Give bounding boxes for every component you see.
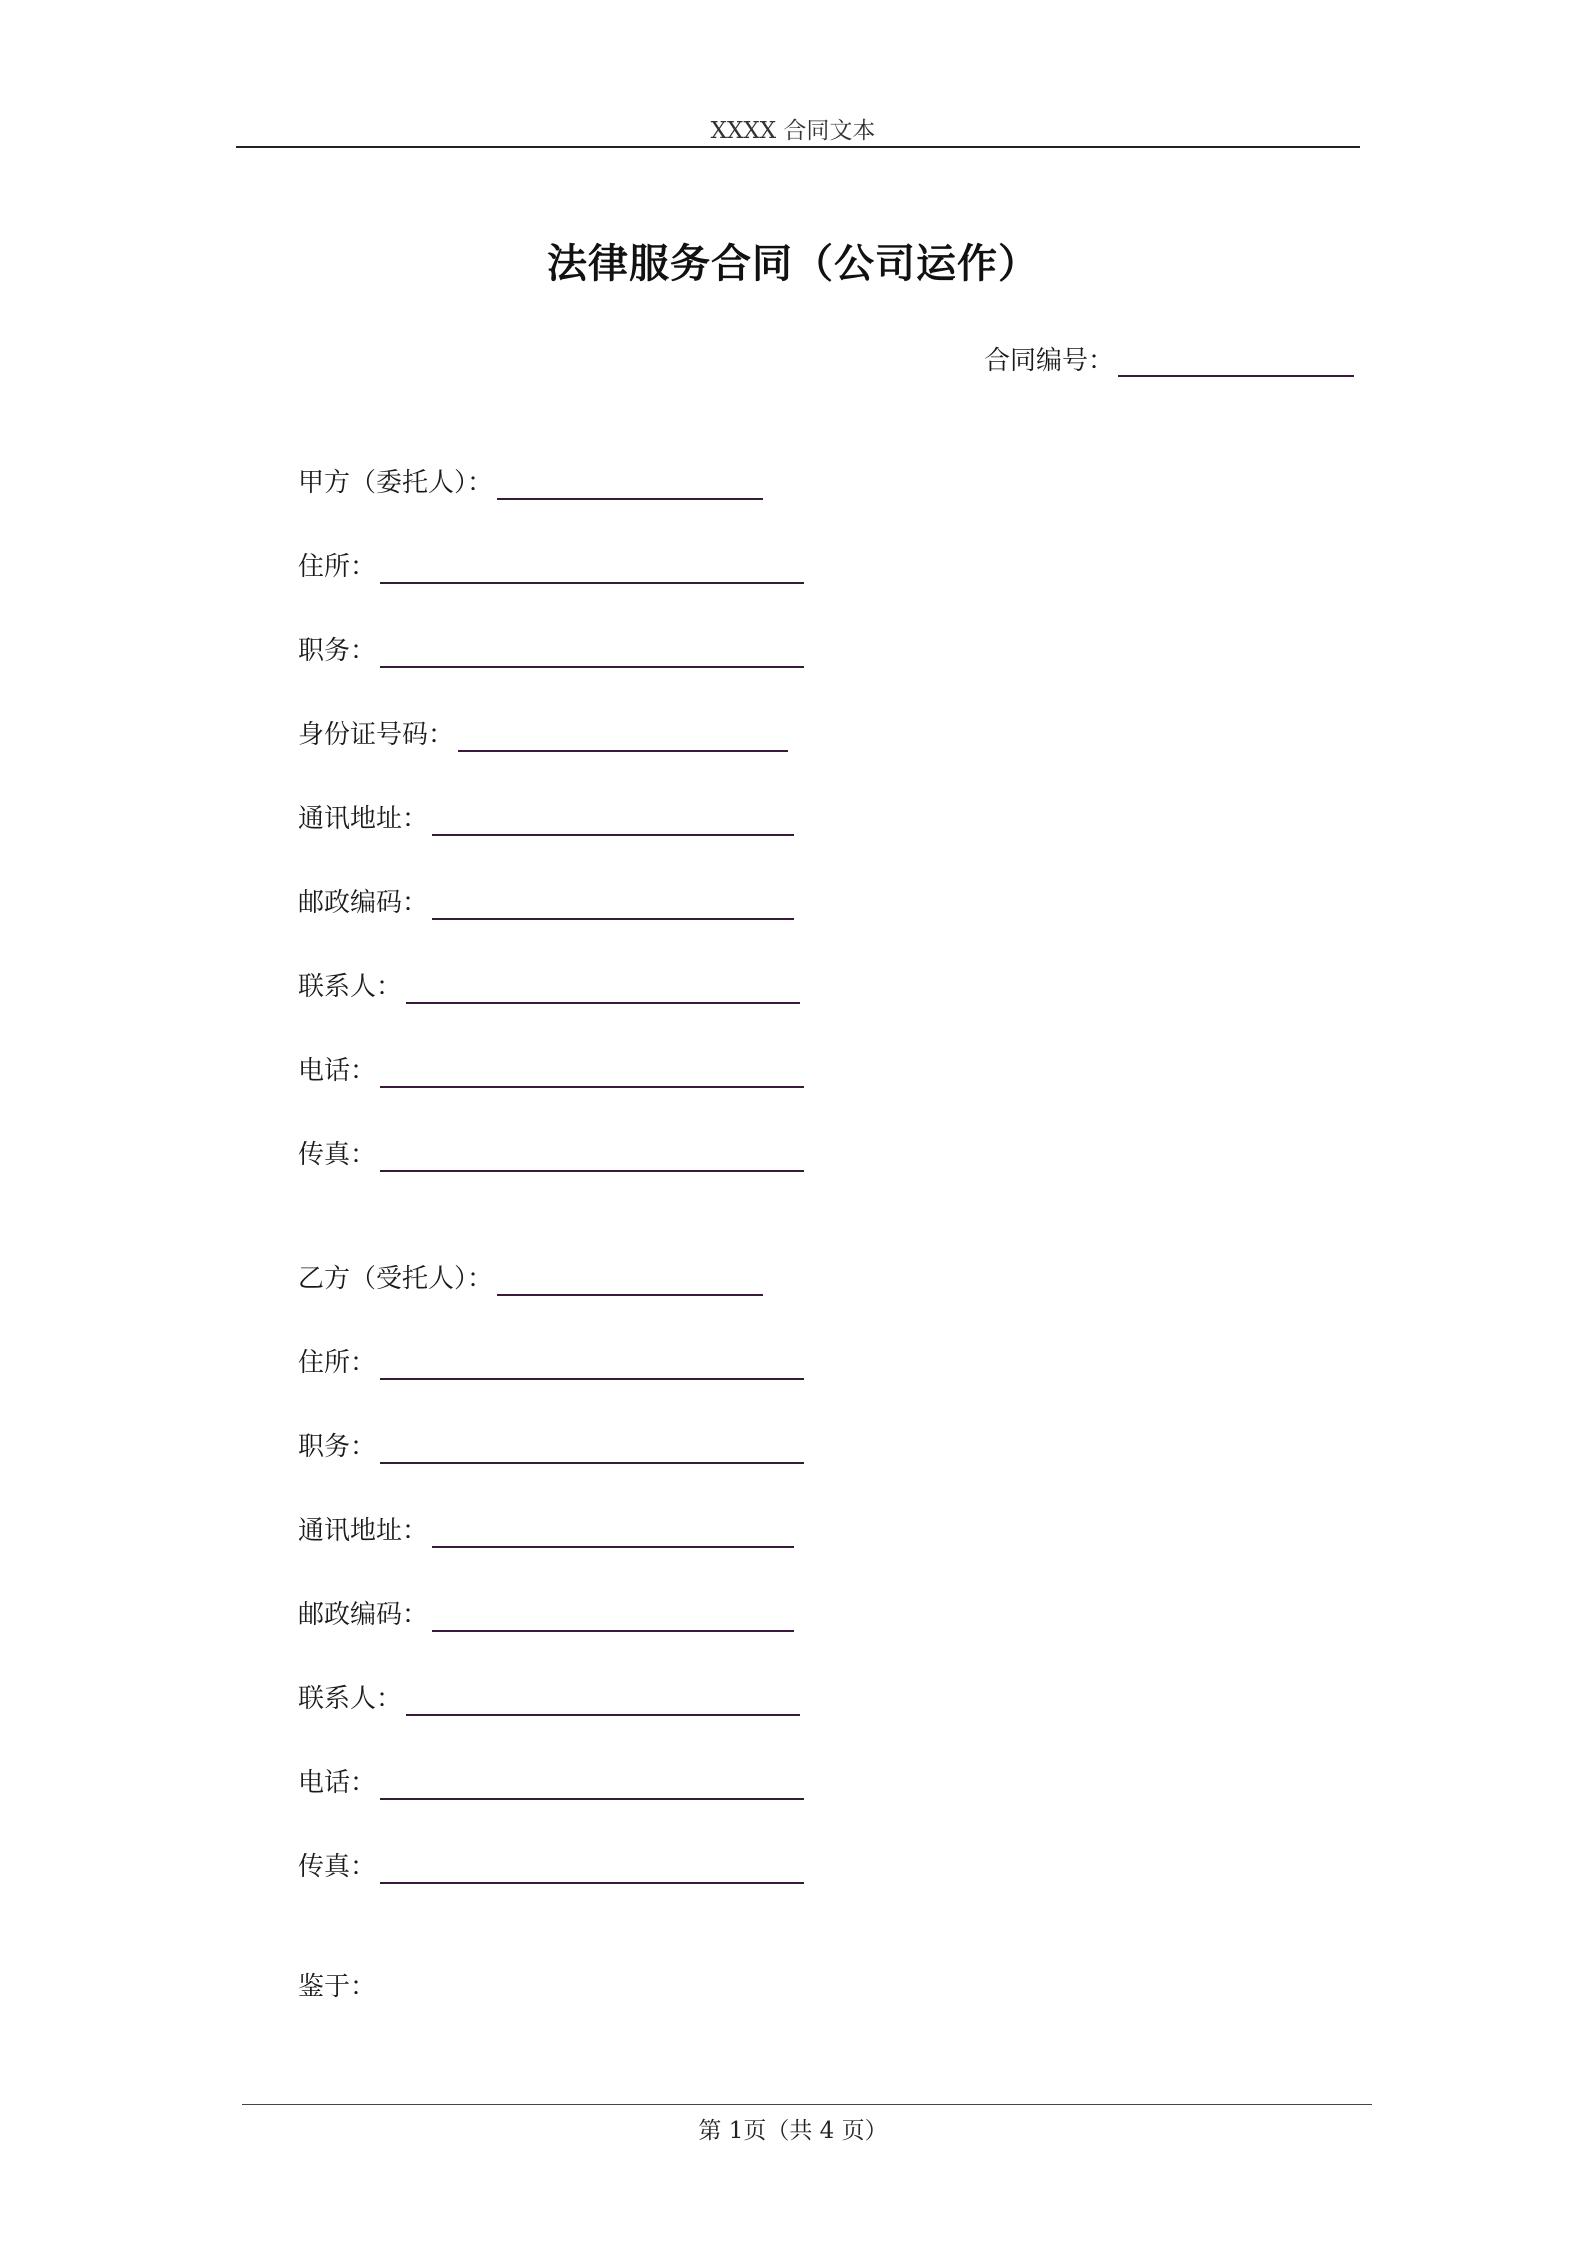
party-a-title-label: 甲方（委托人）： xyxy=(298,468,494,498)
party-b-phone-blank[interactable] xyxy=(380,1770,804,1800)
field-label: 传真： xyxy=(298,1852,377,1882)
field-label: 通讯地址： xyxy=(298,1516,429,1546)
party-a-name-field xyxy=(298,466,763,500)
party-b-postal-code-field xyxy=(298,1598,794,1632)
field-label: 住所： xyxy=(298,1348,377,1378)
field-label: 职务： xyxy=(298,636,377,666)
party-a-position-field xyxy=(298,634,804,668)
party-a-id-number-blank[interactable] xyxy=(458,722,788,752)
party-a-phone-field xyxy=(298,1054,804,1088)
field-label: 联系人： xyxy=(298,1684,403,1714)
document-title: 法律服务合同（公司运作） xyxy=(547,241,1039,287)
party-b-title-label: 乙方（受托人）： xyxy=(298,1264,494,1294)
field-label: 身份证号码： xyxy=(298,720,455,750)
party-a-contact-field xyxy=(298,970,800,1004)
page-number: 第 1页（共 4 页） xyxy=(698,2118,888,2144)
party-a-mailing-address-blank[interactable] xyxy=(432,806,794,836)
party-a-id-number-field xyxy=(298,718,788,752)
party-b-fax-field xyxy=(298,1850,804,1884)
party-b-name-blank[interactable] xyxy=(497,1266,763,1296)
field-label: 住所： xyxy=(298,552,377,582)
field-label: 邮政编码： xyxy=(298,888,429,918)
contract-number-field xyxy=(984,340,1354,377)
party-b-name-field xyxy=(298,1262,763,1296)
party-b-contact-blank[interactable] xyxy=(406,1686,800,1716)
party-b-position-field xyxy=(298,1430,804,1464)
field-label: 传真： xyxy=(298,1140,377,1170)
party-b-contact-field xyxy=(298,1682,800,1716)
party-a-postal-code-field xyxy=(298,886,794,920)
party-b-mailing-address-blank[interactable] xyxy=(432,1518,794,1548)
field-label: 职务： xyxy=(298,1432,377,1462)
header-divider xyxy=(236,146,1360,148)
party-a-position-blank[interactable] xyxy=(380,638,804,668)
page-header: XXXX 合同文本 xyxy=(710,118,876,144)
party-a-mailing-address-field xyxy=(298,802,794,836)
contract-number-label: 合同编号： xyxy=(983,346,1114,376)
field-label: 通讯地址： xyxy=(298,804,429,834)
party-a-fax-field xyxy=(298,1138,804,1172)
party-b-mailing-address-field xyxy=(298,1514,794,1548)
party-b-address-field xyxy=(298,1346,804,1380)
party-a-address-field xyxy=(298,550,804,584)
party-b-position-blank[interactable] xyxy=(380,1434,804,1464)
party-a-name-blank[interactable] xyxy=(497,470,763,500)
party-a-fax-blank[interactable] xyxy=(380,1142,804,1172)
party-b-phone-field xyxy=(298,1766,804,1800)
field-label: 邮政编码： xyxy=(298,1600,429,1630)
footer-divider xyxy=(242,2104,1372,2105)
field-label: 电话： xyxy=(298,1768,377,1798)
party-a-postal-code-blank[interactable] xyxy=(432,890,794,920)
party-a-phone-blank[interactable] xyxy=(380,1058,804,1088)
party-b-postal-code-blank[interactable] xyxy=(432,1602,794,1632)
field-label: 联系人： xyxy=(298,972,403,1002)
party-a-contact-blank[interactable] xyxy=(406,974,800,1004)
field-label: 电话： xyxy=(298,1056,377,1086)
party-b-address-blank[interactable] xyxy=(380,1350,804,1380)
whereas-heading xyxy=(298,1970,376,2004)
party-b-fax-blank[interactable] xyxy=(380,1854,804,1884)
whereas-label: 鉴于： xyxy=(298,1972,377,2002)
contract-number-blank[interactable] xyxy=(1118,347,1354,377)
party-a-address-blank[interactable] xyxy=(380,554,804,584)
